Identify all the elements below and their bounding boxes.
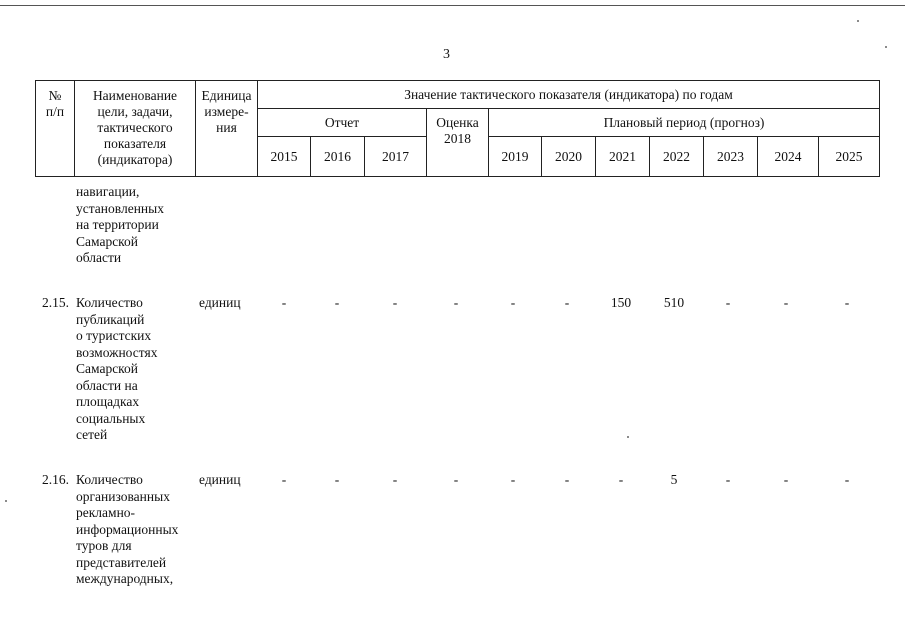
value-cell: - <box>725 472 731 487</box>
value-cell: 150 <box>610 295 632 310</box>
value-cell: - <box>281 472 287 487</box>
value-cell: - <box>281 295 287 310</box>
estimate-header: Оценка 2018 <box>427 109 489 177</box>
year-header: 2017 <box>365 137 427 177</box>
value-cell: - <box>392 472 398 487</box>
scan-speck <box>885 46 887 48</box>
unit-cell: единиц <box>199 295 241 310</box>
year-header: 2020 <box>542 137 596 177</box>
year-header: 2025 <box>819 137 880 177</box>
value-cell: 5 <box>670 472 678 487</box>
value-cell: - <box>510 472 516 487</box>
value-cell: - <box>453 472 459 487</box>
value-cell: - <box>564 295 570 310</box>
col-name-header: Наименование цели, задачи, тактического показателя (индикатора) <box>75 81 196 177</box>
unit-cell: единиц <box>199 472 241 487</box>
value-cell: - <box>783 295 789 310</box>
scan-speck <box>627 436 629 438</box>
page-number: 3 <box>443 47 450 62</box>
value-cell: - <box>564 472 570 487</box>
value-cell: - <box>334 472 340 487</box>
value-cell: - <box>844 295 850 310</box>
year-header: 2021 <box>596 137 650 177</box>
report-header: Отчет <box>258 109 427 137</box>
indicator-name: навигации, установленных на территории Самарской области <box>76 184 164 265</box>
row-number: 2.15. <box>42 295 69 310</box>
year-header: 2024 <box>758 137 819 177</box>
value-cell: - <box>453 295 459 310</box>
row-number: 2.16. <box>42 472 69 487</box>
value-cell: - <box>783 472 789 487</box>
value-cell: - <box>392 295 398 310</box>
indicator-table-header <box>35 80 880 177</box>
scan-speck <box>857 20 859 22</box>
page-top-border <box>0 5 905 6</box>
year-header: 2019 <box>489 137 542 177</box>
value-cell: - <box>510 295 516 310</box>
col-num-header: № п/п <box>36 81 75 177</box>
value-cell: - <box>725 295 731 310</box>
value-cell: - <box>844 472 850 487</box>
year-header: 2022 <box>650 137 704 177</box>
year-header: 2023 <box>704 137 758 177</box>
col-unit-header: Единица измере- ния <box>196 81 258 177</box>
indicator-name: Количество публикаций о туристских возможностях Самарской области на площадках социальных сетей <box>76 295 158 442</box>
col-values-header: Значение тактического показателя (индикатора) по годам <box>258 81 880 109</box>
indicator-name: Количество организованных рекламно- информационных туров для представителей международных, <box>76 472 179 586</box>
year-header: 2015 <box>258 137 311 177</box>
year-header: 2016 <box>311 137 365 177</box>
scan-speck <box>5 500 7 502</box>
planned-header: Плановый период (прогноз) <box>489 109 880 137</box>
value-cell: - <box>334 295 340 310</box>
value-cell: - <box>618 472 624 487</box>
value-cell: 510 <box>663 295 685 310</box>
